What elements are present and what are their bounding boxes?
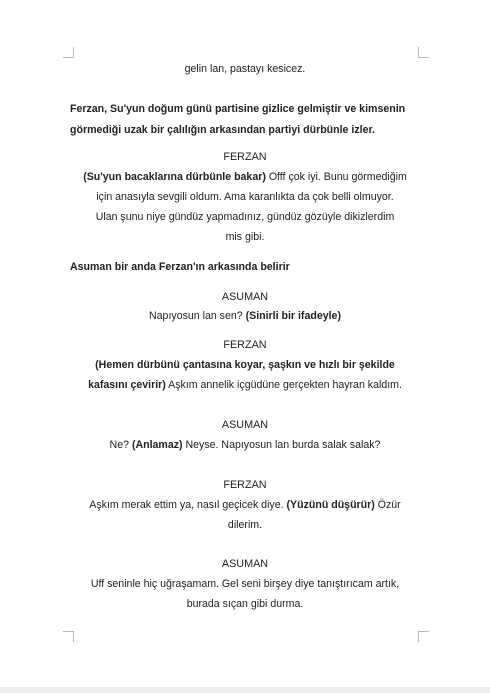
dialogue-line: Uff seninle hiç uğraşamam. Gel seni birşey diye tanıştırıcam artık, <box>90 578 400 590</box>
parenthetical: (Anlamaz) <box>131 439 183 451</box>
character-name: ASUMAN <box>221 291 269 303</box>
parenthetical-line: (Hemen dürbünü çantasına koyar, şaşkın ve hızlı bir şekilde <box>95 359 395 371</box>
character-name: ASUMAN <box>221 558 269 570</box>
parenthetical: (Su'yun bacaklarına dürbünle bakar) <box>83 171 266 183</box>
margin-corner-mark <box>418 47 429 58</box>
dialogue-line: Aşkım merak ettim ya, nasıl geçicek diye. (Yüzünü düşürür) Özür <box>89 499 401 511</box>
parenthetical: kafasını çevirir) <box>88 379 166 391</box>
dialogue-line: kafasını çevirir) Aşkım annelik içgüdüne gerçekten hayran kaldım. <box>88 379 402 391</box>
margin-corner-mark <box>63 47 74 58</box>
dialogue-line: gelin lan, pastayı kesicez. <box>184 63 306 75</box>
dialogue-line: için anasıyla sevgili oldum. Ama karanlıkta da çok belli olmuyor. <box>96 191 394 203</box>
dialogue-line: Ulan şunu niye gündüz yapmadınız, gündüz gözüyle dikizlerdim <box>95 211 395 223</box>
character-name: FERZAN <box>223 479 267 491</box>
dialogue-line: Napıyosun lan sen? (Sinirli bir ifadeyle) <box>149 310 341 322</box>
character-name: FERZAN <box>223 339 267 351</box>
action-line: görmediği uzak bir çalılığın arkasından partiyi dürbünle izler. <box>70 124 375 136</box>
margin-corner-mark <box>418 631 429 642</box>
character-name: FERZAN <box>223 151 267 163</box>
parenthetical: (Sinirli bir ifadeyle) <box>245 310 341 322</box>
parenthetical: (Yüzünü düşürür) <box>286 499 375 511</box>
dialogue-line: Ne? (Anlamaz) Neyse. Napıyosun lan burda salak salak? <box>109 439 381 451</box>
page-bottom-edge <box>0 687 490 693</box>
margin-corner-mark <box>63 631 74 642</box>
action-line: Ferzan, Su'yun doğum günü partisine gizlice gelmiştir ve kimsenin <box>70 103 406 115</box>
dialogue-line: dilerim. <box>227 519 263 531</box>
dialogue-line: (Su'yun bacaklarına dürbünle bakar) Offf çok iyi. Bunu görmediğim <box>83 171 407 183</box>
dialogue-line: burada sıçan gibi durma. <box>186 598 304 610</box>
dialogue-line: mis gibi. <box>225 231 265 243</box>
action-line: Asuman bir anda Ferzan'ın arkasında belirir <box>70 261 290 273</box>
character-name: ASUMAN <box>221 419 269 431</box>
